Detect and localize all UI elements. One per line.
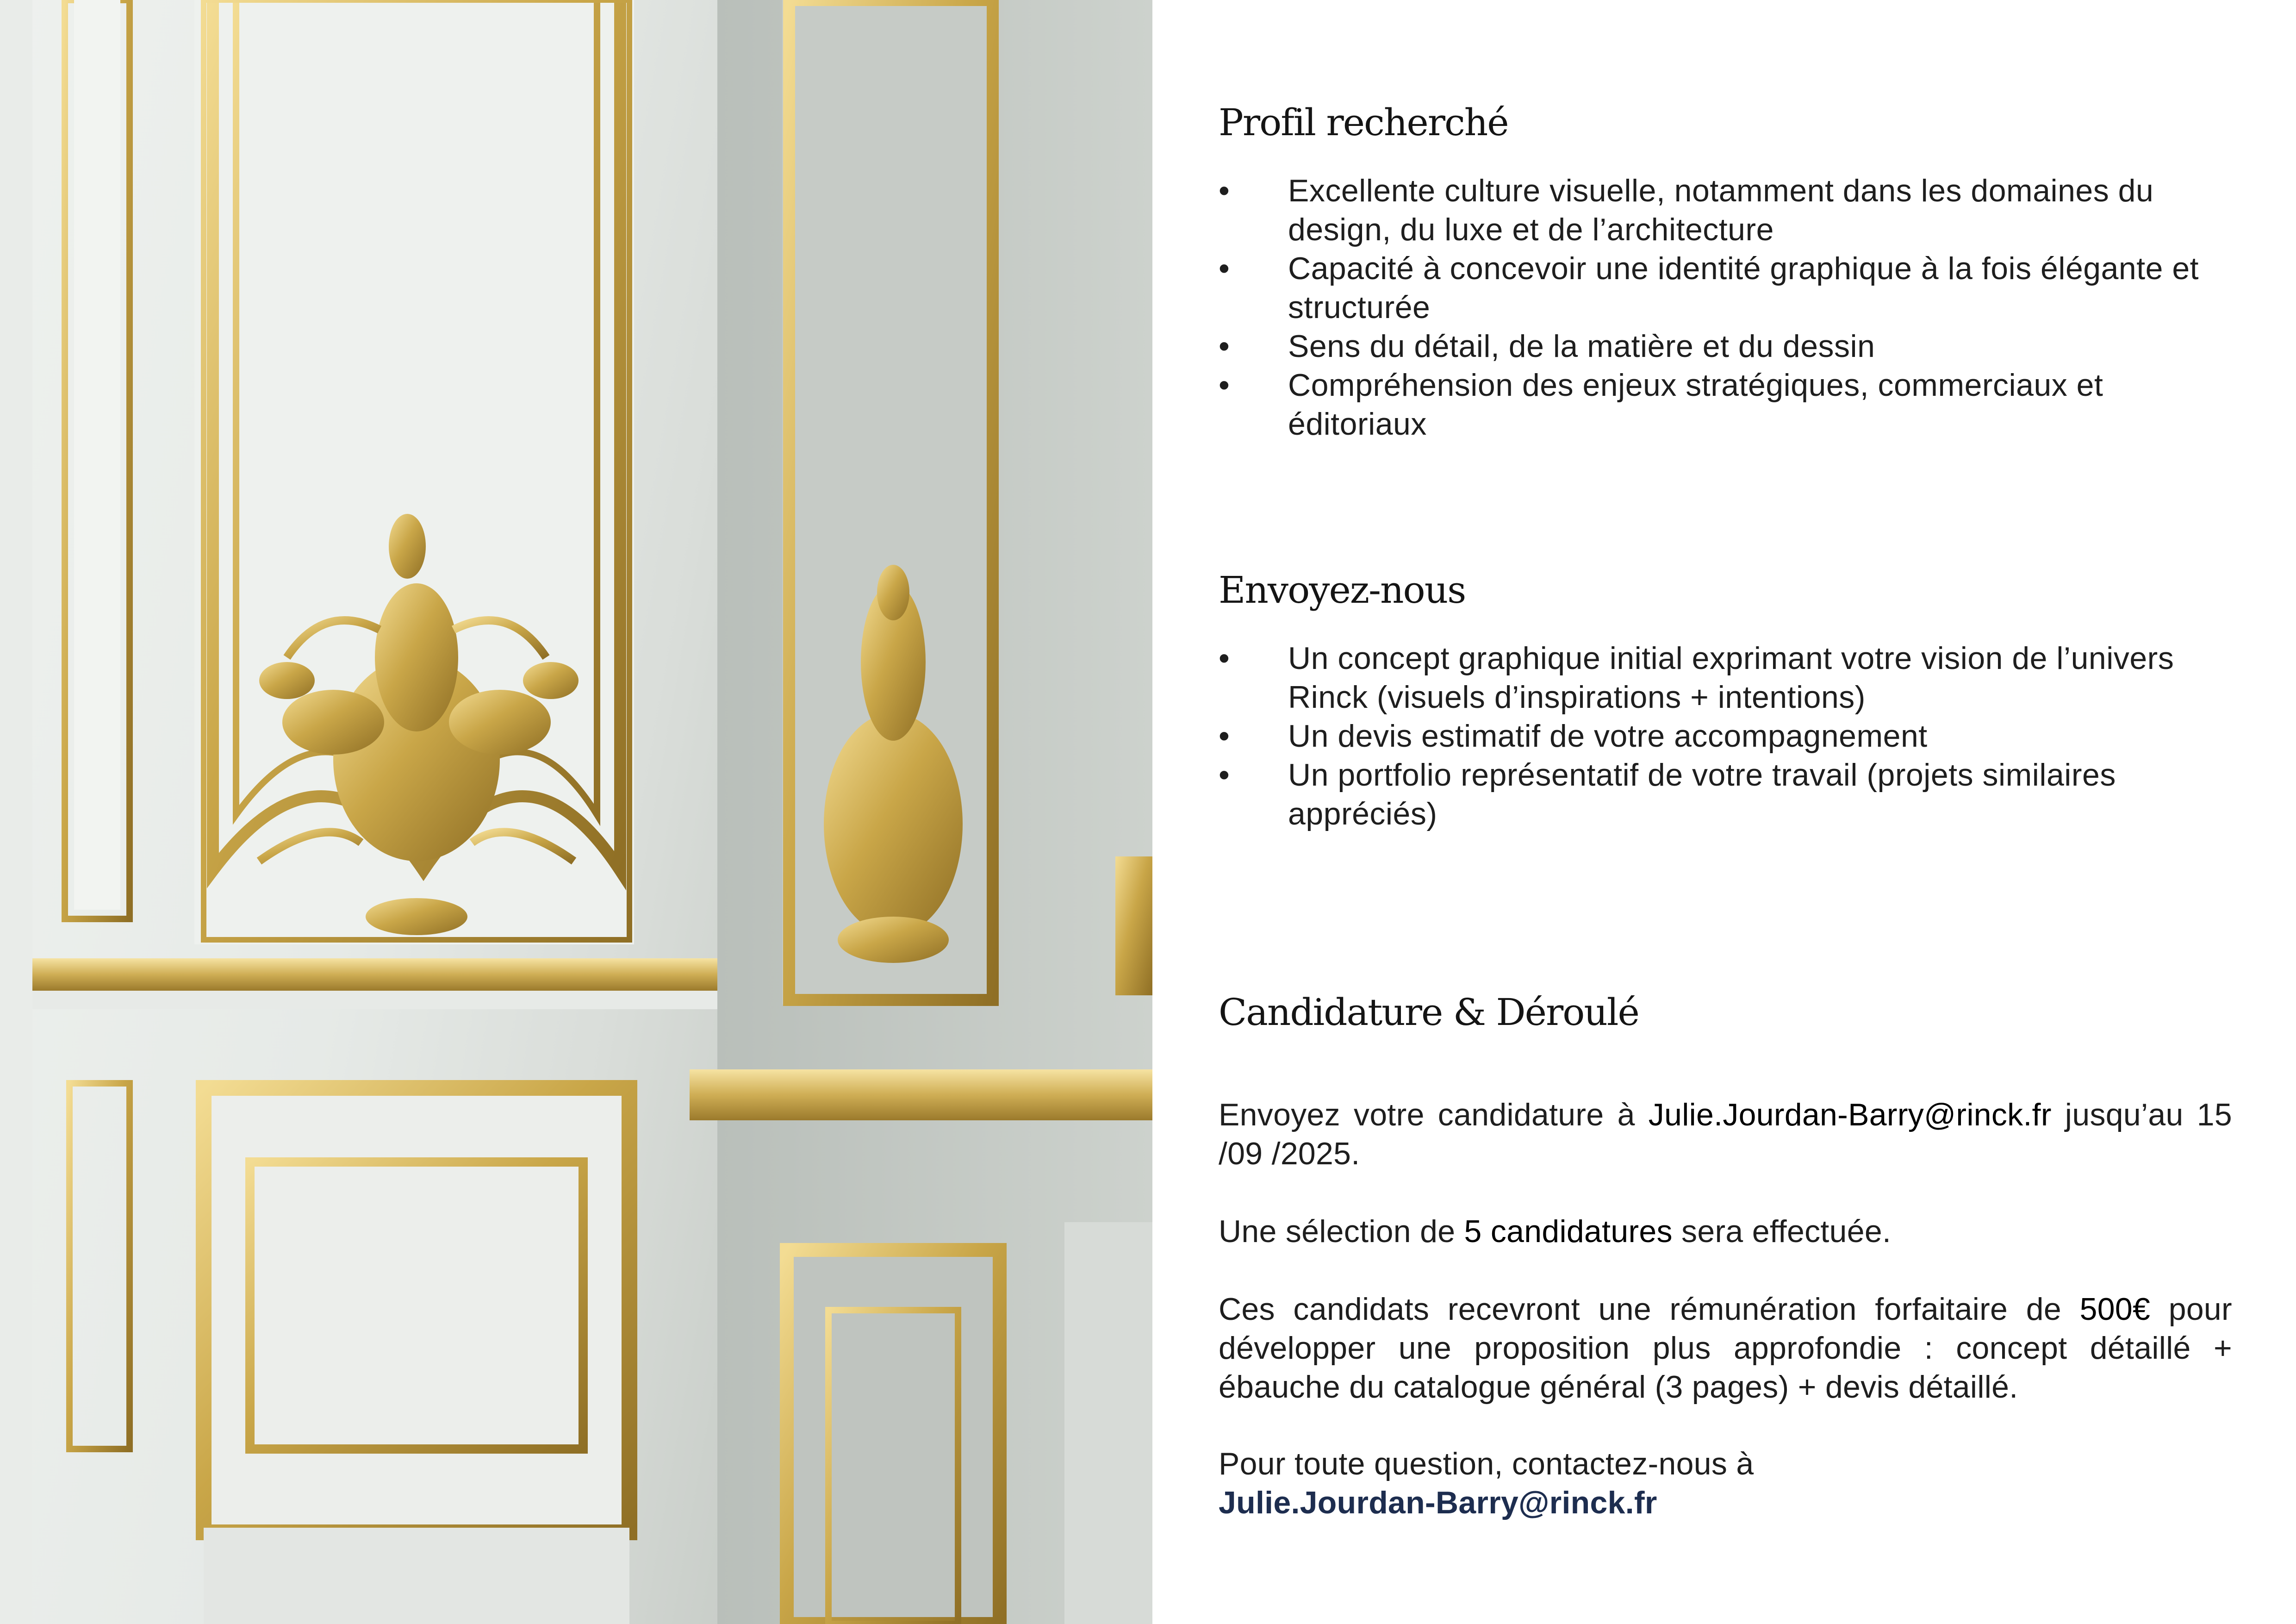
profil-heading: Profil recherché bbox=[1219, 101, 1508, 144]
list-item: • Excellente culture visuelle, notamment dans les domaines du design, du luxe et de l’architecture bbox=[1219, 171, 2232, 249]
bullet-icon: • bbox=[1219, 368, 1230, 403]
remuneration-amount: 500€ bbox=[2079, 1292, 2151, 1327]
profil-list bbox=[1219, 171, 2232, 443]
list-item: • Capacité à concevoir une identité graphique à la fois élégante et structurée bbox=[1219, 249, 2232, 327]
envoyez-heading: Envoyez-nous bbox=[1219, 568, 1466, 612]
list-item: • Sens du détail, de la matière et du dessin bbox=[1219, 327, 2232, 366]
bullet-icon: • bbox=[1219, 329, 1230, 364]
bullet-icon: • bbox=[1219, 641, 1230, 676]
envoyez-list bbox=[1219, 639, 2232, 833]
list-item: • Compréhension des enjeux stratégiques, commerciaux et éditoriaux bbox=[1219, 366, 2232, 443]
candidature-heading: Candidature & Déroulé bbox=[1219, 991, 1639, 1034]
list-item: • Un portfolio représentatif de votre travail (projets similaires appréciés) bbox=[1219, 756, 2232, 833]
list-item: • Un concept graphique initial exprimant votre vision de l’univers Rinck (visuels d’inspirations + intentions) bbox=[1219, 639, 2232, 717]
bullet-icon: • bbox=[1219, 251, 1230, 286]
list-item: • Un devis estimatif de votre accompagnement bbox=[1219, 717, 2232, 756]
bullet-icon: • bbox=[1219, 718, 1230, 754]
bullet-icon: • bbox=[1219, 757, 1230, 793]
selection-paragraph: Une sélection de 5 candidatures sera effectuée. bbox=[1219, 1214, 1892, 1249]
candidature-paragraph: Envoyez votre candidature à Julie.Jourdan-Barry@rinck.fr jusqu’au 15 /09 /2025. bbox=[1219, 1097, 2232, 1171]
contact-paragraph: Pour toute question, contactez-nous à Julie.Jourdan-Barry@rinck.fr bbox=[1219, 1446, 1754, 1520]
contact-email-link[interactable]: Julie.Jourdan-Barry@rinck.fr bbox=[1219, 1485, 1657, 1520]
email-link[interactable]: Julie.Jourdan-Barry@rinck.fr bbox=[1648, 1097, 2052, 1132]
candidatures-count: 5 candidatures bbox=[1464, 1214, 1673, 1249]
remuneration-paragraph: Ces candidats recevront une rémunération forfaitaire de 500€ pour développer une proposition plus approfondie : concept détaillé + ébauche du catalogue général (3 pages) + devis détaillé. bbox=[1219, 1292, 2232, 1405]
content-column bbox=[1219, 0, 2232, 1624]
bullet-icon: • bbox=[1219, 173, 1230, 208]
